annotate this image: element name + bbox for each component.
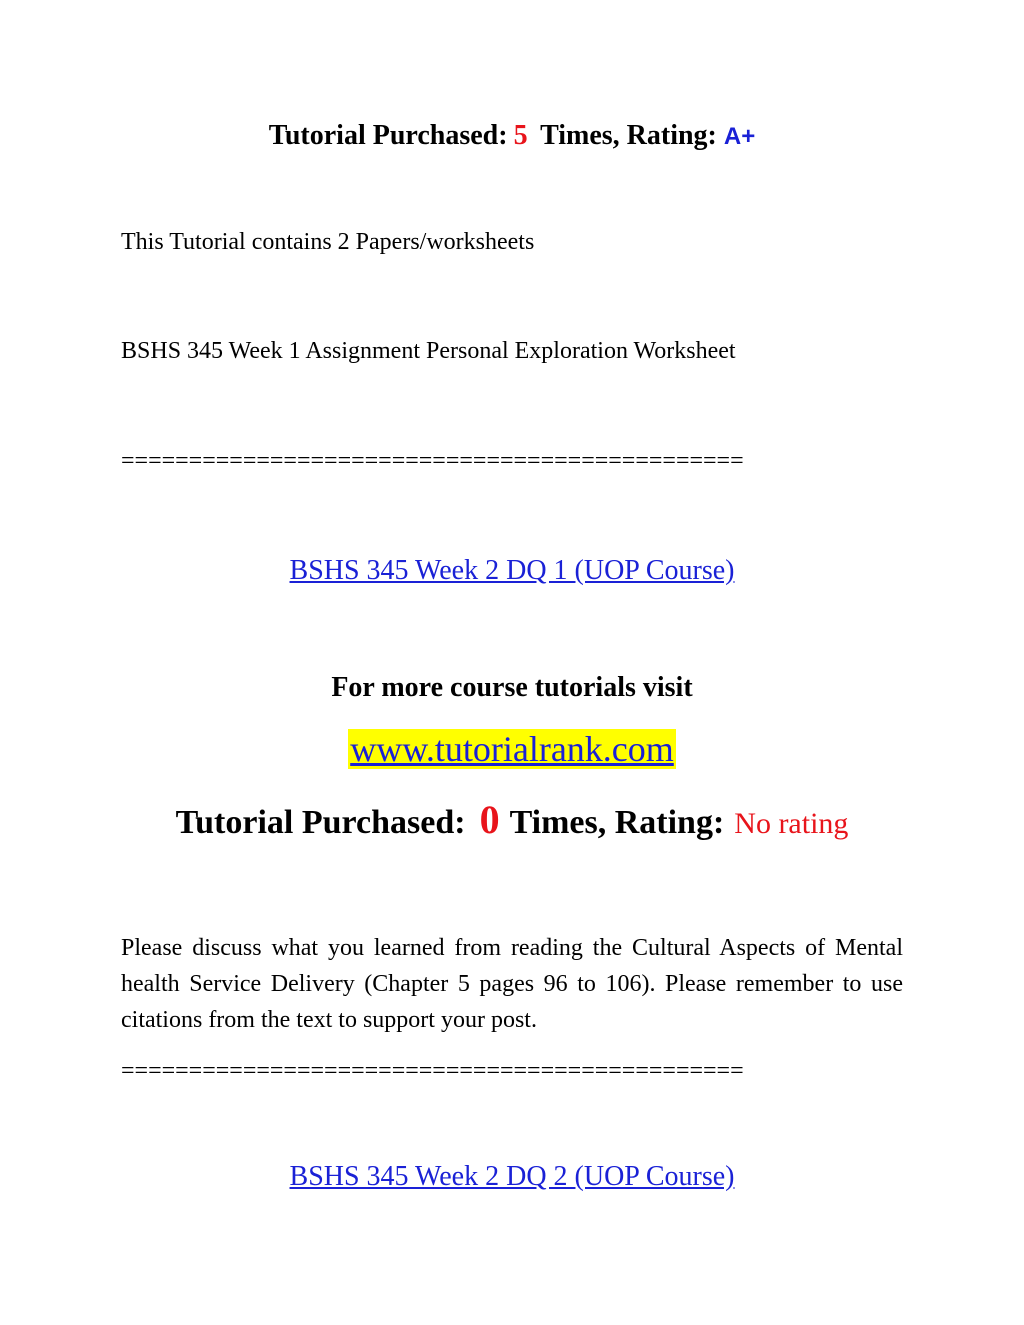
purchased-label: Tutorial Purchased: bbox=[268, 120, 508, 151]
purchase-count-2: 0 bbox=[479, 797, 500, 842]
tutorial-purchased-header bbox=[0, 120, 1024, 152]
purchased-label-2: Tutorial Purchased: bbox=[175, 804, 466, 841]
tutorial-purchased-header-2 bbox=[0, 796, 1024, 843]
separator-2: ============================================== bbox=[121, 1058, 744, 1084]
discussion-prompt: Please discuss what you learned from reading the Cultural Aspects of Mental health Service Delivery (Chapter 5 pages 96 to 106). Please remember to use citations from the text to support your post. bbox=[121, 935, 903, 1033]
separator: ============================================== bbox=[121, 448, 744, 474]
website-line bbox=[0, 728, 1024, 770]
rating-value: A+ bbox=[723, 123, 756, 150]
dq1-course-link[interactable]: BSHS 345 Week 2 DQ 1 (UOP Course) bbox=[289, 555, 735, 586]
dq2-course-link[interactable]: BSHS 345 Week 2 DQ 2 (UOP Course) bbox=[289, 1161, 735, 1192]
website-link[interactable]: www.tutorialrank.com bbox=[350, 729, 674, 769]
times-rating-label-2: Times, Rating: bbox=[509, 804, 725, 841]
assignment-title: BSHS 345 Week 1 Assignment Personal Exploration Worksheet bbox=[121, 338, 736, 364]
purchase-count: 5 bbox=[513, 120, 528, 151]
more-tutorials-heading: For more course tutorials visit bbox=[331, 672, 693, 703]
times-rating-label: Times, Rating: bbox=[540, 120, 717, 151]
tutorial-contains-text: This Tutorial contains 2 Papers/worksheets bbox=[121, 229, 535, 255]
rating-value-2: No rating bbox=[734, 807, 849, 840]
